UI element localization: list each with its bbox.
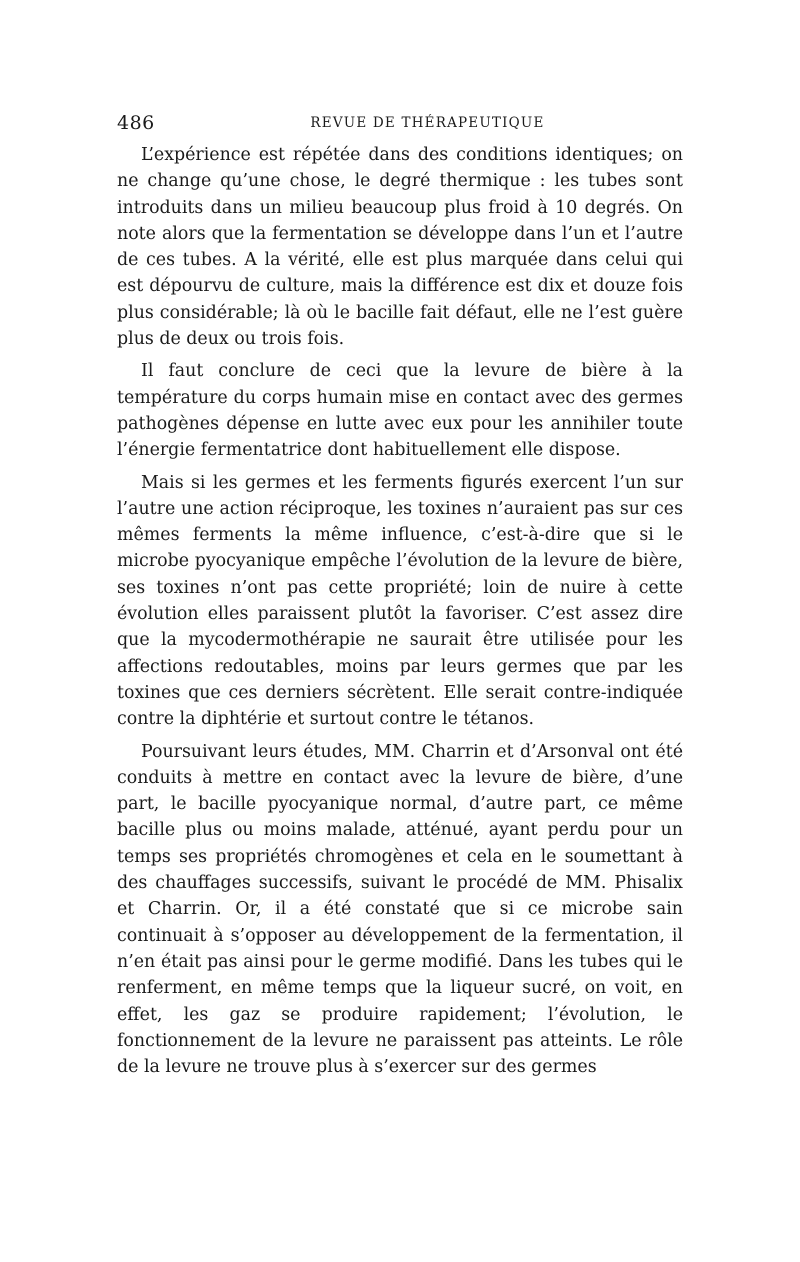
paragraph-experience-repeated: L’expérience est répétée dans des conditions identiques; on ne change qu’une chose, le degré thermique : les tubes sont introduits dans un milieu beaucoup plus froid à 10 degrés. On note alors que la fermentation se développe dans l’un et l’autre de ces tubes. A la vérité, elle est plus marquée dans celui qui est dépourvu de culture, mais la différence est dix et douze fois plus considérable; là où le bacille fait défaut, elle ne l’est guère plus de deux ou trois fois. (117, 145, 683, 350)
text-body (117, 142, 683, 1080)
page-number: 486 (117, 112, 155, 134)
paragraph-conclusion: Il faut conclure de ceci que la levure de bière à la température du corps humain mise en contact avec des germes pathogènes dépense en lutte avec eux pour les annihiler toute l’énergie fermentatrice dont habituellement elle dispose. (117, 361, 683, 461)
paragraph-charrin-arsonval: Poursuivant leurs études, MM. Charrin et d’Arsonval ont été conduits à mettre en contact avec la levure de bière, d’une part, le bacille pyocyanique normal, d’autre part, ce même bacille plus ou moins malade, atténué, ayant perdu pour un temps ses propriétés chromogènes et cela en le soumettant à des chauffages successifs, suivant le procédé de MM. Phisalix et Charrin. Or, il a été constaté que si ce microbe sain continuait à s’opposer au développement de la fermentation, il n’en était pas ainsi pour le germe modifié. Dans les tubes qui le renferment, en même temps que la liqueur sucré, on voit, en effet, les gaz se produire rapidement; l’évolution, le fonctionnement de la levure ne paraissent pas atteints. Le rôle de la levure ne trouve plus à s’exercer sur des germes (117, 741, 683, 1078)
paragraph-toxins: Mais si les germes et les ferments figurés exercent l’un sur l’autre une action réciproque, les toxines n’auraient pas sur ces mêmes ferments la même influence, c’est-à-dire que si le microbe pyocyanique empêche l’évolution de la levure de bière, ses toxines n’ont pas cette propriété; loin de nuire à cette évolution elles paraissent plutôt la favoriser. C’est assez dire que la mycodermothérapie ne saurait être utilisée pour les affections redoutables, moins par leurs germes que par les toxines que ces derniers sécrètent. Elle serait contre-indiquée contre la diphtérie et surtout contre le tétanos. (117, 472, 683, 730)
book-page (117, 112, 683, 1080)
journal-title: REVUE DE THÉRAPEUTIQUE (310, 115, 545, 131)
running-head (117, 112, 683, 136)
